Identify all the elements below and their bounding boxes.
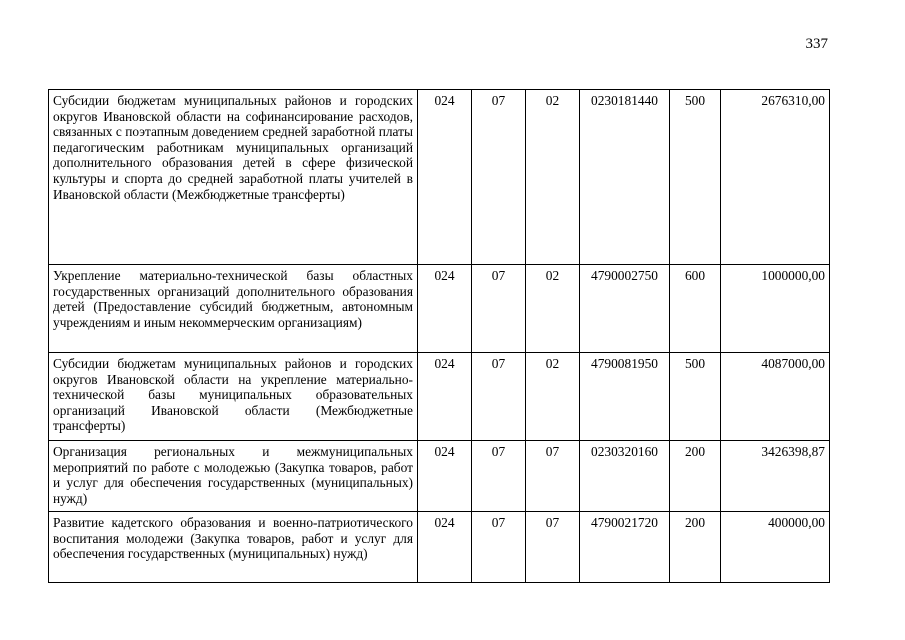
expense-type-code: 200 <box>670 441 721 512</box>
amount: 2676310,00 <box>721 90 830 265</box>
row-description: Субсидии бюджетам муниципальных районов и городских округов Ивановской области на софинансирование расходов, связанных с поэтапным доведением средней заработной платы педагогическим работникам муниципальных организаций дополнительного образования детей в сфере физической культуры и спорта до средней заработной платы учителей в Ивановской области (Межбюджетные трансферты) <box>49 90 418 265</box>
amount: 400000,00 <box>721 512 830 583</box>
amount: 3426398,87 <box>721 441 830 512</box>
page-number: 337 <box>805 36 828 52</box>
target-article-code: 0230320160 <box>580 441 670 512</box>
ministry-code: 024 <box>418 512 472 583</box>
table-row <box>49 441 830 512</box>
row-description: Укрепление материально-технической базы областных государственных организаций дополнительного образования детей (Предоставление субсидий бюджетным, автономным учреждениям и иным некоммерческим организациям) <box>49 265 418 353</box>
row-description: Организация региональных и межмуниципальных мероприятий по работе с молодежью (Закупка товаров, работ и услуг для обеспечения государственных (муниципальных) нужд) <box>49 441 418 512</box>
ministry-code: 024 <box>418 441 472 512</box>
expense-type-code: 200 <box>670 512 721 583</box>
expense-type-code: 600 <box>670 265 721 353</box>
section-code: 07 <box>472 265 526 353</box>
row-description: Субсидии бюджетам муниципальных районов и городских округов Ивановской области на укрепление материально-технической базы муниципальных образовательных организаций Ивановской области (Межбюджетные трансферты) <box>49 353 418 441</box>
table-row <box>49 90 830 265</box>
subsection-code: 07 <box>526 512 580 583</box>
target-article-code: 4790021720 <box>580 512 670 583</box>
subsection-code: 02 <box>526 90 580 265</box>
row-description: Развитие кадетского образования и военно-патриотического воспитания молодежи (Закупка товаров, работ и услуг для обеспечения государственных (муниципальных) нужд) <box>49 512 418 583</box>
expense-type-code: 500 <box>670 90 721 265</box>
target-article-code: 4790081950 <box>580 353 670 441</box>
budget-table <box>48 89 830 583</box>
section-code: 07 <box>472 441 526 512</box>
amount: 1000000,00 <box>721 265 830 353</box>
target-article-code: 0230181440 <box>580 90 670 265</box>
table-row <box>49 265 830 353</box>
ministry-code: 024 <box>418 90 472 265</box>
section-code: 07 <box>472 353 526 441</box>
section-code: 07 <box>472 512 526 583</box>
table-row <box>49 353 830 441</box>
expense-type-code: 500 <box>670 353 721 441</box>
subsection-code: 02 <box>526 353 580 441</box>
subsection-code: 07 <box>526 441 580 512</box>
ministry-code: 024 <box>418 353 472 441</box>
table-row <box>49 512 830 583</box>
section-code: 07 <box>472 90 526 265</box>
target-article-code: 4790002750 <box>580 265 670 353</box>
subsection-code: 02 <box>526 265 580 353</box>
ministry-code: 024 <box>418 265 472 353</box>
amount: 4087000,00 <box>721 353 830 441</box>
